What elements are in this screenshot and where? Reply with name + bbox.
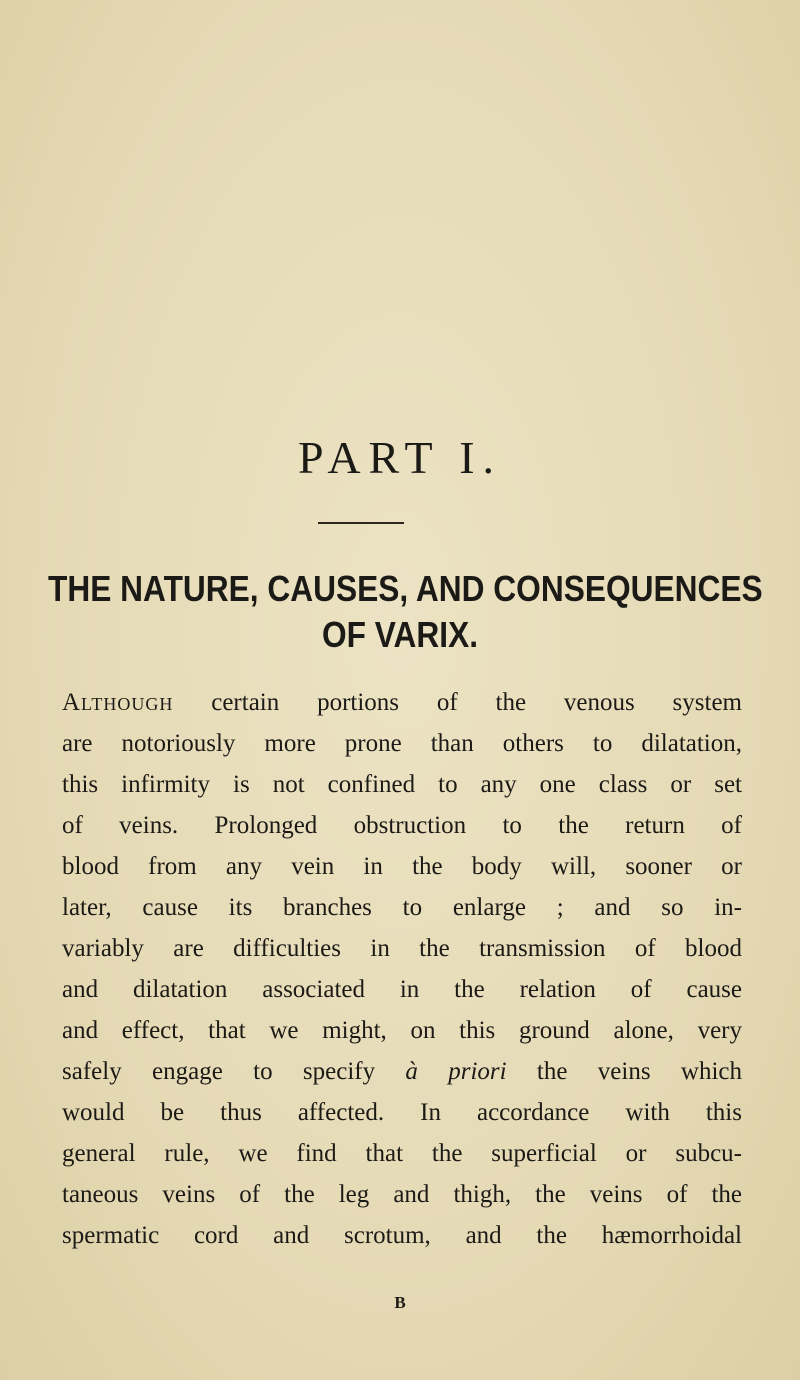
text-line: would be thus affected. In accordance with this	[62, 1099, 742, 1126]
text-line: later, cause its branches to enlarge ; and so in-	[62, 894, 742, 921]
signature-mark: B	[394, 1293, 406, 1312]
text-line: spermatic cord and scrotum, and the hæmorrhoidal	[62, 1222, 742, 1249]
body-paragraph	[62, 682, 742, 1256]
text-fragment: certain portions of the venous system	[173, 689, 742, 716]
text-line: of veins. Prolonged obstruction to the return of	[62, 812, 742, 839]
text-line: variably are difficulties in the transmission of blood	[62, 935, 742, 962]
text-fragment: the veins which	[506, 1058, 742, 1085]
part-title: PART I.	[297, 432, 503, 483]
text-line	[62, 1051, 742, 1092]
chapter-title	[48, 566, 763, 658]
text-line: and effect, that we might, on this ground alone, very	[62, 1017, 742, 1044]
text-fragment: safely engage to specify	[62, 1058, 406, 1085]
italic-phrase: à priori	[405, 1058, 507, 1085]
chapter-title-line-1: THE NATURE, CAUSES, AND CONSEQUENCES	[48, 568, 763, 609]
text-line: taneous veins of the leg and thigh, the veins of the	[62, 1181, 742, 1208]
text-line: and dilatation associated in the relation of cause	[62, 976, 742, 1003]
opening-word: Although	[62, 689, 174, 716]
text-line: general rule, we find that the superficial or subcu-	[62, 1140, 742, 1167]
chapter-title-line-2: OF VARIX.	[321, 614, 479, 655]
title-divider	[318, 522, 404, 524]
text-line: this infirmity is not confined to any one class or set	[62, 771, 742, 798]
text-line	[62, 682, 742, 723]
text-line: blood from any vein in the body will, sooner or	[62, 853, 742, 880]
text-line: are notoriously more prone than others to dilatation,	[62, 730, 742, 757]
